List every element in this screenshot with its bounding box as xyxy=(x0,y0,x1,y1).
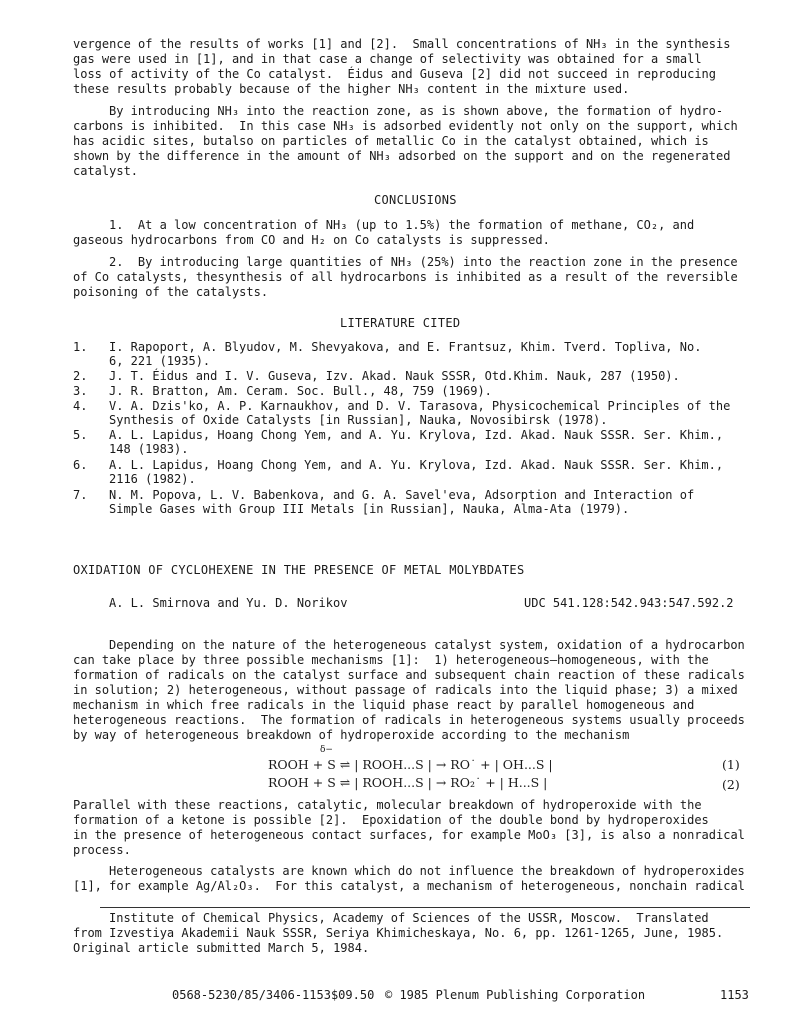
footnote-line: Original article submitted March 5, 1984. xyxy=(73,941,370,955)
literature-heading: LITERATURE CITED xyxy=(340,316,461,330)
reference-number: 4. xyxy=(73,399,88,413)
body-line: shown by the difference in the amount of NH₃ adsorbed on the support and on the regenerated xyxy=(73,149,731,163)
reference-text: A. L. Lapidus, Hoang Chong Yem, and A. Yu. Krylova, Izd. Akad. Nauk SSSR. Ser. Khim., xyxy=(109,458,724,472)
reference-number: 5. xyxy=(73,428,88,442)
reference-item xyxy=(73,399,763,427)
reference-text: V. A. Dzis'ko, A. P. Karnaukhov, and D. V. Tarasova, Physicochemical Principles of the xyxy=(109,399,731,413)
reference-text: A. L. Lapidus, Hoang Chong Yem, and A. Yu. Krylova, Izd. Akad. Nauk SSSR. Ser. Khim., xyxy=(109,428,724,442)
conclusion-line: poisoning of the catalysts. xyxy=(73,285,269,299)
body-line: [1], for example Ag/Al₂O₃. For this catalyst, a mechanism of heterogeneous, nonchain radical xyxy=(73,879,745,893)
body-line: by way of heterogeneous breakdown of hydroperoxide according to the mechanism xyxy=(73,728,630,742)
reference-text: N. M. Popova, L. V. Babenkova, and G. A. Savel'eva, Adsorption and Interaction of xyxy=(109,488,695,502)
footnote-line: from Izvestiya Akademii Nauk SSSR, Seriya Khimicheskaya, No. 6, pp. 1261-1265, June, 1985. xyxy=(73,926,724,940)
conclusion-line: gaseous hydrocarbons from CO and H₂ on Co catalysts is suppressed. xyxy=(73,233,550,247)
article-code: 0568-5230/85/3406-1153$09.50 xyxy=(172,988,375,1002)
equation-1: ROOH + S ⇌ | ROOH...S | → RO˙ + | OH...S | xyxy=(268,757,553,772)
body-line: formation of radicals on the catalyst surface and subsequent chain reaction of these radicals xyxy=(73,668,745,682)
body-line: gas were used in [1], and in that case a change of selectivity was obtained for a small xyxy=(73,52,702,66)
body-line: in the presence of heterogeneous contact surfaces, for example MoO₃ [3], is also a nonradical xyxy=(73,828,745,842)
reference-item xyxy=(73,340,763,368)
reference-number: 2. xyxy=(73,369,88,383)
reference-text: Simple Gases with Group III Metals [in Russian], Nauka, Alma-Ata (1979). xyxy=(109,502,630,516)
body-line: heterogeneous reactions. The formation of radicals in heterogeneous systems usually proceeds xyxy=(73,713,745,727)
reference-item xyxy=(73,369,763,383)
body-line: carbons is inhibited. In this case NH₃ is adsorbed evidently not only on the support, which xyxy=(73,119,738,133)
body-line: formation of a ketone is possible [2]. Epoxidation of the double bond by hydroperoxides xyxy=(73,813,709,827)
copyright: © 1985 Plenum Publishing Corporation xyxy=(385,988,646,1002)
body-line: vergence of the results of works [1] and [2]. Small concentrations of NH₃ in the synthesis xyxy=(73,37,731,51)
equation-2: ROOH + S ⇌ | ROOH...S | → RO₂˙ + | H...S | xyxy=(268,775,548,790)
authors: A. L. Smirnova and Yu. D. Norikov xyxy=(109,596,348,610)
reference-text: J. R. Bratton, Am. Ceram. Soc. Bull., 48, 759 (1969). xyxy=(109,384,492,398)
reference-item xyxy=(73,384,763,398)
reference-text: Synthesis of Oxide Catalysts [in Russian], Nauka, Novosibirsk (1978). xyxy=(109,413,608,427)
conclusion-line: 2. By introducing large quantities of NH₃ (25%) into the reaction zone in the presence xyxy=(109,255,738,269)
reference-number: 7. xyxy=(73,488,88,502)
body-line: Depending on the nature of the heterogeneous catalyst system, oxidation of a hydrocarbon xyxy=(109,638,745,652)
article-title: OXIDATION OF CYCLOHEXENE IN THE PRESENCE OF METAL MOLYBDATES xyxy=(73,563,525,577)
equation-number: (1) xyxy=(722,757,740,772)
body-line: Parallel with these reactions, catalytic, molecular breakdown of hydroperoxide with the xyxy=(73,798,702,812)
reference-item xyxy=(73,458,763,486)
reference-number: 6. xyxy=(73,458,88,472)
body-line: By introducing NH₃ into the reaction zone, as is shown above, the formation of hydro- xyxy=(109,104,724,118)
reference-item xyxy=(73,428,763,456)
body-line: process. xyxy=(73,843,131,857)
reference-item xyxy=(73,488,763,516)
conclusions-heading: CONCLUSIONS xyxy=(374,193,457,207)
reference-number: 3. xyxy=(73,384,88,398)
body-line: these results probably because of the higher NH₃ content in the mixture used. xyxy=(73,82,630,96)
reference-text: J. T. Éidus and I. V. Guseva, Izv. Akad. Nauk SSSR, Otd.Khim. Nauk, 287 (1950). xyxy=(109,369,680,383)
reference-text: 148 (1983). xyxy=(109,442,189,456)
footnote-line: Institute of Chemical Physics, Academy of Sciences of the USSR, Moscow. Translated xyxy=(109,911,709,925)
body-line: catalyst. xyxy=(73,164,139,178)
body-line: has acidic sites, butalso on particles of metallic Co in the catalyst obtained, which is xyxy=(73,134,709,148)
conclusion-line: 1. At a low concentration of NH₃ (up to 1.5%) the formation of methane, CO₂, and xyxy=(109,218,695,232)
footnote-divider xyxy=(100,907,750,908)
conclusion-line: of Co catalysts, thesynthesis of all hydrocarbons is inhibited as a result of the reversible xyxy=(73,270,738,284)
body-line: mechanism in which free radicals in the liquid phase react by parallel homogeneous and xyxy=(73,698,695,712)
reference-text: 6, 221 (1935). xyxy=(109,354,211,368)
equation-delta-mark: δ− xyxy=(320,745,333,755)
body-line: loss of activity of the Co catalyst. Éidus and Guseva [2] did not succeed in reproducing xyxy=(73,67,716,81)
reference-number: 1. xyxy=(73,340,88,354)
page-number: 1153 xyxy=(720,988,749,1002)
reference-text: I. Rapoport, A. Blyudov, M. Shevyakova, and E. Frantsuz, Khim. Tverd. Topliva, No. xyxy=(109,340,702,354)
body-line: Heterogeneous catalysts are known which do not influence the breakdown of hydroperoxides xyxy=(109,864,745,878)
equation-number: (2) xyxy=(722,777,740,792)
body-line: can take place by three possible mechanisms [1]: 1) heterogeneous—homogeneous, with the xyxy=(73,653,709,667)
reference-text: 2116 (1982). xyxy=(109,472,196,486)
udc-code: UDC 541.128:542.943:547.592.2 xyxy=(524,596,734,610)
body-line: in solution; 2) heterogeneous, without passage of radicals into the liquid phase; 3) a mixed xyxy=(73,683,738,697)
